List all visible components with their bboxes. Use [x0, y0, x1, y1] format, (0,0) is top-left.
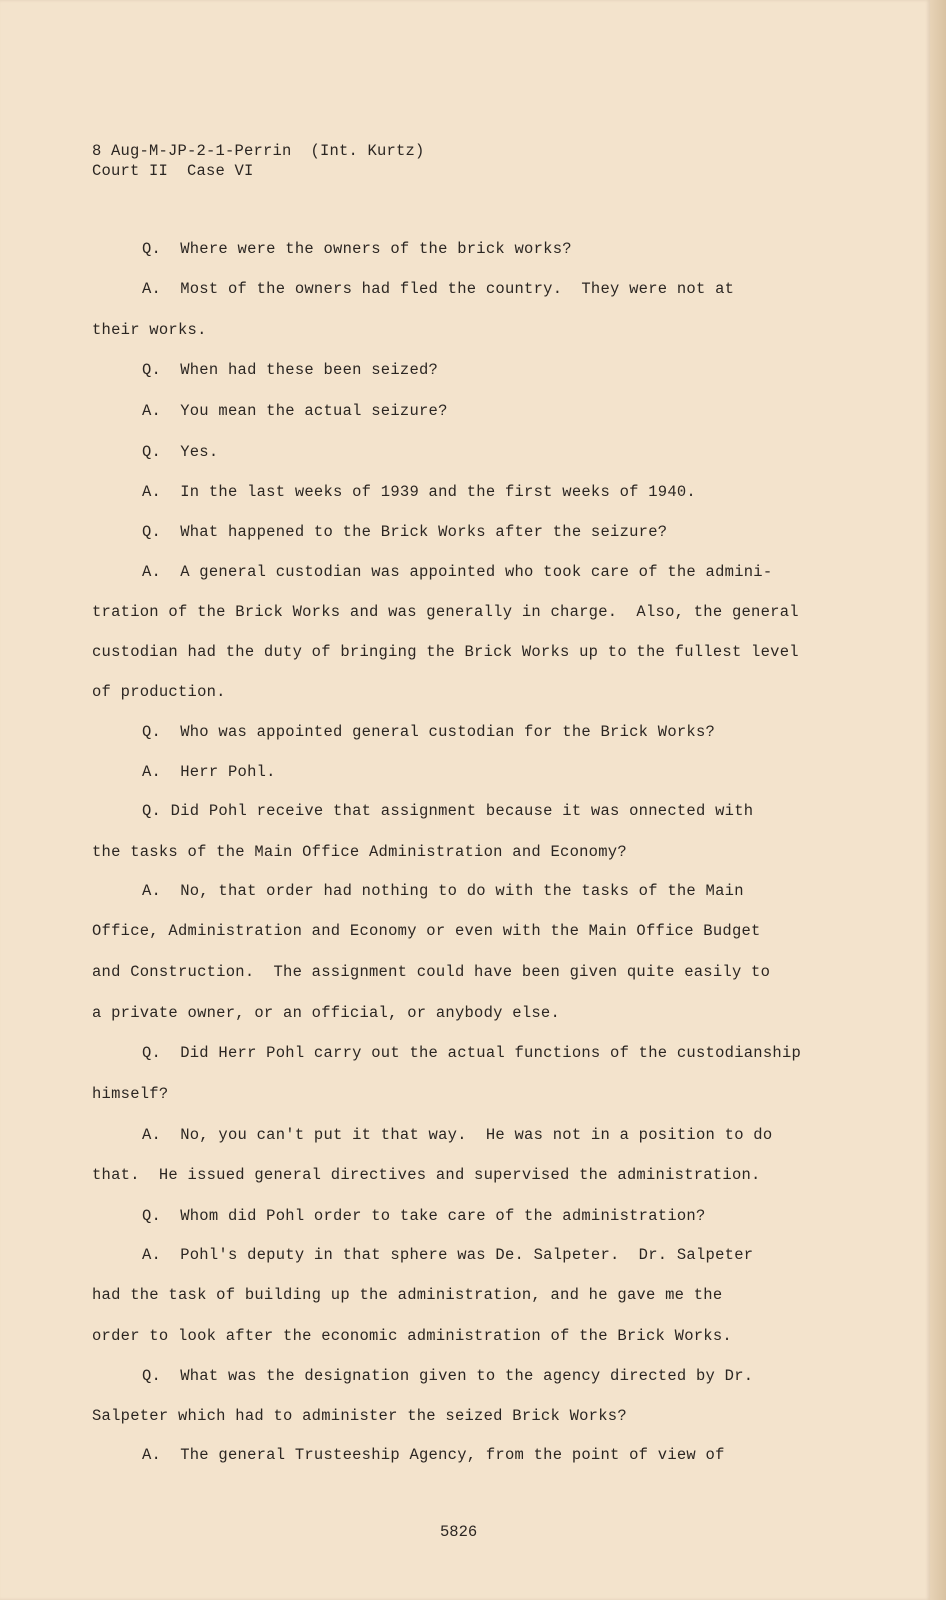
transcript-line: Q. Who was appointed general custodian for the Brick Works?	[142, 723, 716, 741]
page-number: 5826	[440, 1523, 478, 1541]
transcript-line: Office, Administration and Economy or even with the Main Office Budget	[92, 922, 761, 940]
transcript-line: Salpeter which had to administer the seized Brick Works?	[92, 1407, 627, 1425]
transcript-line: A. Pohl's deputy in that sphere was De. Salpeter. Dr. Salpeter	[142, 1246, 754, 1264]
transcript-line: and Construction. The assignment could have been given quite easily to	[92, 963, 771, 981]
transcript-line: Q. Did Pohl receive that assignment because it was onnected with	[142, 802, 754, 820]
transcript-line: custodian had the duty of bringing the Brick Works up to the fullest level	[92, 643, 799, 661]
transcript-line: Q. Where were the owners of the brick works?	[142, 240, 572, 258]
transcript-line: that. He issued general directives and supervised the administration.	[92, 1166, 761, 1184]
transcript-line: Q. Did Herr Pohl carry out the actual functions of the custodianship	[142, 1044, 802, 1062]
transcript-line: A. No, that order had nothing to do with the tasks of the Main	[142, 882, 744, 900]
transcript-line: Q. Yes.	[142, 443, 219, 461]
transcript-line: A. No, you can't put it that way. He was not in a position to do	[142, 1126, 773, 1144]
header-line-2: Court II Case VI	[92, 162, 254, 180]
transcript-line: himself?	[92, 1085, 169, 1103]
transcript-line: the tasks of the Main Office Administration and Economy?	[92, 843, 627, 861]
transcript-line: their works.	[92, 321, 207, 339]
transcript-line: tration of the Brick Works and was generally in charge. Also, the general	[92, 603, 799, 621]
transcript-line: order to look after the economic administration of the Brick Works.	[92, 1327, 732, 1345]
transcript-line: A. The general Trusteeship Agency, from the point of view of	[142, 1446, 725, 1464]
transcript-line: a private owner, or an official, or anybody else.	[92, 1004, 561, 1022]
transcript-line: Q. When had these been seized?	[142, 361, 439, 379]
transcript-line: Q. Whom did Pohl order to take care of the administration?	[142, 1207, 706, 1225]
transcript-line: of production.	[92, 683, 226, 701]
transcript-line: Q. What was the designation given to the agency directed by Dr.	[142, 1367, 754, 1385]
document-header	[92, 141, 425, 181]
page-edge	[930, 0, 946, 1600]
transcript-line: A. Herr Pohl.	[142, 763, 276, 781]
header-line-1: 8 Aug-M-JP-2-1-Perrin (Int. Kurtz)	[92, 142, 425, 160]
transcript-line: had the task of building up the administration, and he gave me the	[92, 1286, 723, 1304]
transcript-line: A. Most of the owners had fled the country. They were not at	[142, 280, 735, 298]
transcript-line: A. A general custodian was appointed who took care of the admini-	[142, 563, 773, 581]
transcript-line: A. In the last weeks of 1939 and the first weeks of 1940.	[142, 483, 696, 501]
transcript-line: Q. What happened to the Brick Works after the seizure?	[142, 523, 668, 541]
transcript-line: A. You mean the actual seizure?	[142, 402, 448, 420]
